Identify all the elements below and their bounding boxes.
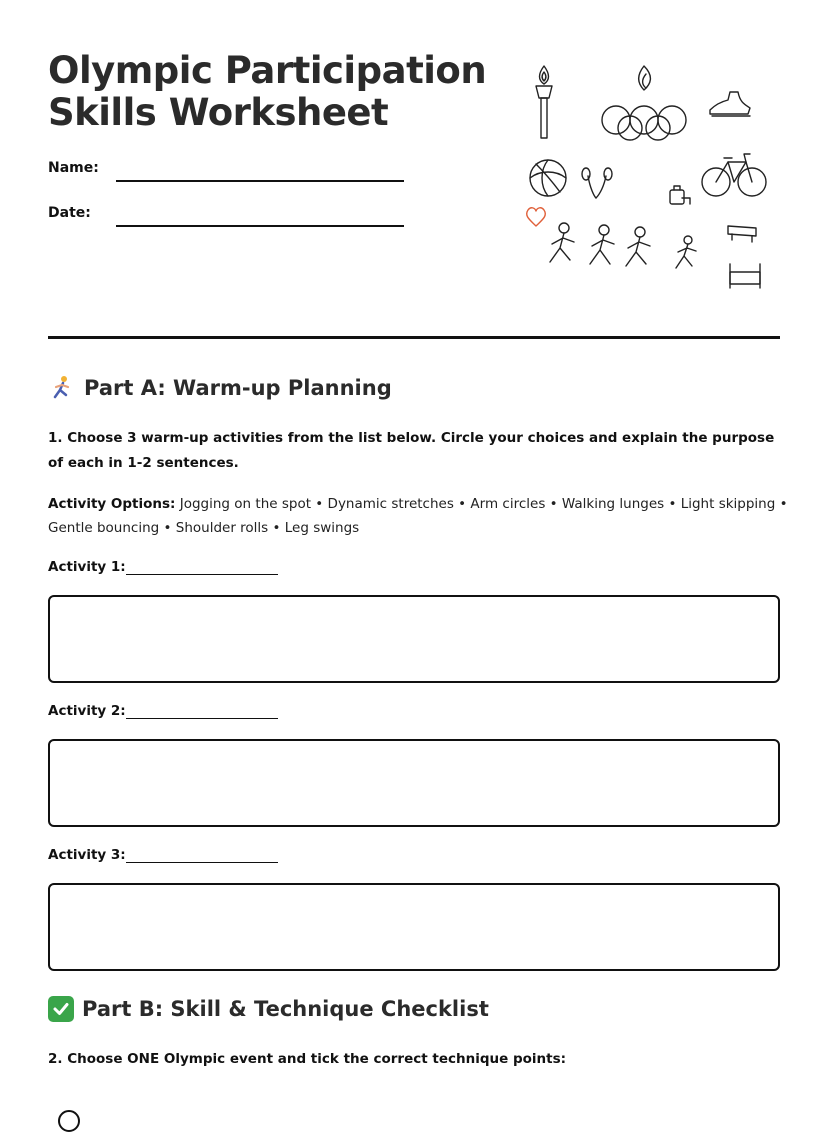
running-kids-icon [550, 223, 696, 268]
torch-icon [536, 66, 552, 138]
activity-2-name-field[interactable] [126, 718, 278, 719]
sneaker-icon [710, 92, 750, 116]
activity-3-name-field[interactable] [126, 862, 278, 863]
activity-3-label: Activity 3: [48, 847, 126, 863]
part-b-title: Part B: Skill & Technique Checklist [82, 997, 489, 1021]
runner-icon [48, 374, 76, 402]
part-a-heading [48, 374, 392, 402]
heart-icon [527, 208, 546, 226]
activity-options-label: Activity Options: [48, 496, 176, 512]
question-2: 2. Choose ONE Olympic event and tick the correct technique points: [48, 1051, 567, 1067]
activity-options-list: Jogging on the spot • Dynamic stretches • Arm circles • Walking lunges • Light skipping • Gentle bouncing • Shoulder rolls • Leg swings [48, 496, 788, 536]
activity-2-label: Activity 2: [48, 703, 126, 719]
earbuds-icon [582, 168, 612, 198]
part-b-heading [48, 996, 489, 1022]
date-label: Date: [48, 205, 91, 221]
name-label: Name: [48, 160, 99, 176]
olympic-rings-icon [602, 66, 686, 140]
technique-option-radio[interactable] [58, 1110, 80, 1132]
activity-3-answer-box[interactable] [48, 883, 780, 971]
olympic-sports-illustration [520, 58, 770, 298]
bottle-icon [670, 186, 690, 204]
name-field[interactable] [116, 180, 404, 182]
check-mark-icon [48, 996, 74, 1022]
bicycle-icon [702, 154, 766, 196]
header-divider [48, 336, 780, 339]
part-a-title: Part A: Warm-up Planning [84, 376, 392, 400]
activity-1-label: Activity 1: [48, 559, 126, 575]
activity-2-answer-box[interactable] [48, 739, 780, 827]
title-line-2: Skills Worksheet [48, 91, 389, 134]
worksheet-title [48, 50, 508, 134]
bench-icon [728, 226, 756, 242]
ball-icon [530, 160, 566, 196]
title-line-1: Olympic Participation [48, 49, 487, 92]
activity-1-name-field[interactable] [126, 574, 278, 575]
hurdle-icon [730, 264, 760, 288]
activity-1-answer-box[interactable] [48, 595, 780, 683]
date-field[interactable] [116, 225, 404, 227]
question-1: 1. Choose 3 warm-up activities from the list below. Circle your choices and explain the purpose of each in 1-2 sentences. [48, 430, 775, 471]
activity-options [48, 492, 788, 540]
